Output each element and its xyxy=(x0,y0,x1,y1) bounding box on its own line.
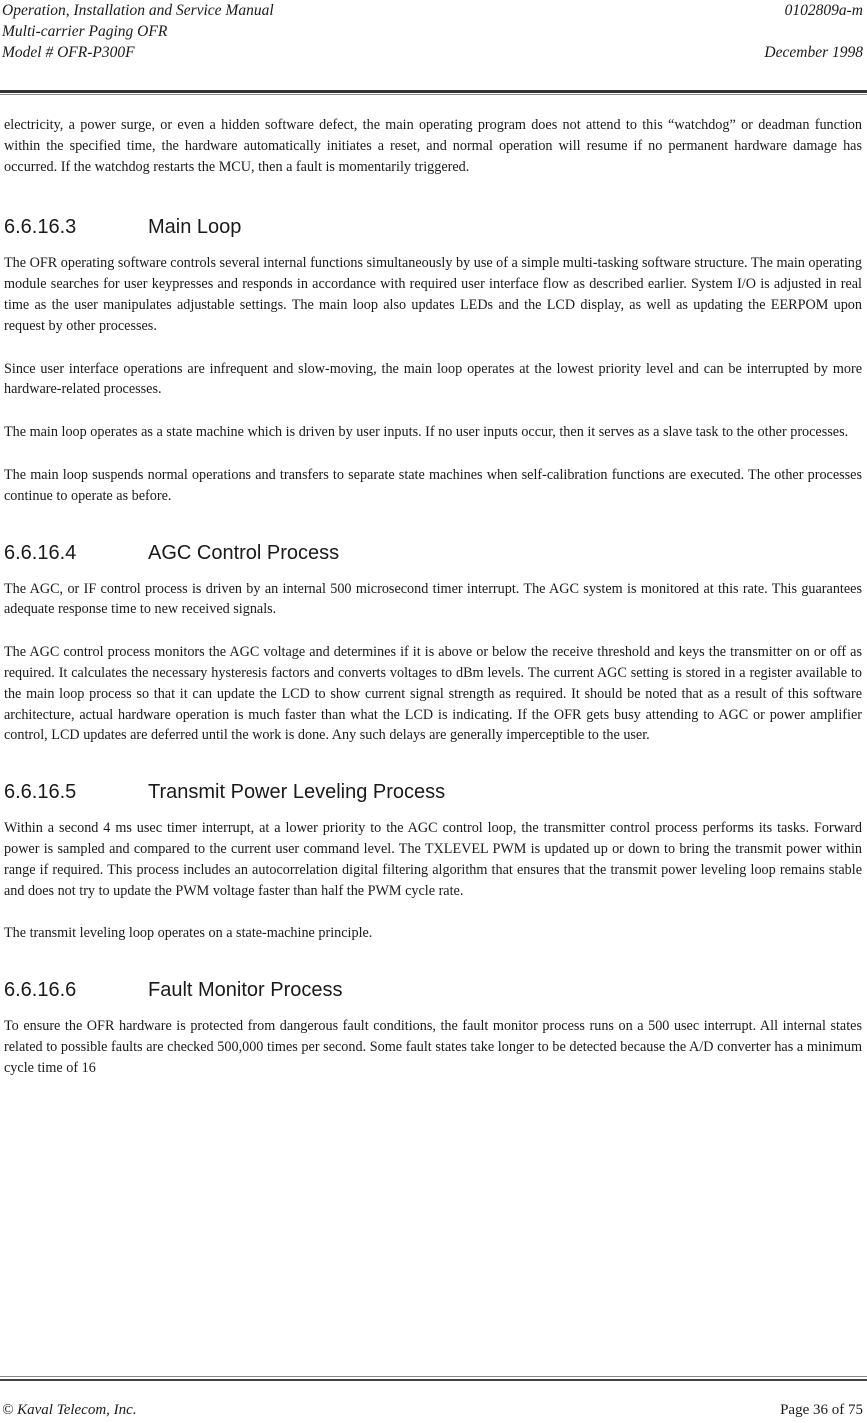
page-body xyxy=(4,115,862,1079)
section-title: Transmit Power Leveling Process xyxy=(148,781,446,804)
paragraph: Since user interface operations are infrequent and slow-moving, the main loop operates at the lowest priority level and can be interrupted by more hardware-related processes. xyxy=(4,360,862,398)
page-number: Page 36 of 75 xyxy=(780,1402,863,1418)
header-rule-thin xyxy=(0,94,867,95)
section-number: 6.6.16.3 xyxy=(4,216,77,239)
paragraph: To ensure the OFR hardware is protected from dangerous fault conditions, the fault monitor process runs on a 500 usec interrupt. All internal states related to possible faults are checked 500,000 times per second. Some fault states take longer to be detected because the A/D converter has a minimum cycle time of 16 xyxy=(4,1018,862,1076)
paragraph: The AGC control process monitors the AGC voltage and determines if it is above or below the receive threshold and keys the transmitter on or off as required. It calculates the necessary hysteresis factors and converts voltages to dBm levels. The current AGC setting is stored in a register available to the main loop process so that it can update the LCD to show current signal strength as required. It should be noted that as a result of this software architecture, actual hardware operation is much faster than what the LCD is indicating. If the OFR gets busy attending to AGC or power amplifier control, LCD updates are deferred until the work is done. Any such delays are generally imperceptible to the user. xyxy=(4,644,862,744)
header-product-name: Multi-carrier Paging OFR xyxy=(2,23,168,40)
running-header-right xyxy=(764,0,863,63)
footer-rule-thin xyxy=(0,1376,867,1377)
paragraph: Within a second 4 ms usec timer interrupt, at a lower priority to the AGC control loop, the transmitter control process performs its tasks. Forward power is sampled and compared to the current user command level. The TXLEVEL PWM is updated up or down to bring the transmit power within range if required. This process includes an autocorrelation digital filtering algorithm that ensures that the transmit power leveling loop remains stable and does not try to update the PWM voltage faster than half the PWM cycle rate. xyxy=(4,820,862,899)
section-heading-transmit-power xyxy=(4,780,862,804)
running-header-left xyxy=(2,0,274,63)
section-title: Fault Monitor Process xyxy=(148,979,343,1002)
header-rule xyxy=(0,90,867,93)
section-title: AGC Control Process xyxy=(148,541,340,564)
section-number: 6.6.16.6 xyxy=(4,979,77,1002)
header-doc-number: 0102809a-m xyxy=(784,2,863,19)
section-number: 6.6.16.5 xyxy=(4,781,77,804)
paragraph: The main loop operates as a state machine which is driven by user inputs. If no user inputs occur, then it serves as a slave task to the other processes. xyxy=(4,424,849,441)
header-manual-title: Operation, Installation and Service Manual xyxy=(2,2,274,19)
section-heading-fault-monitor xyxy=(4,978,862,1002)
section-heading-main-loop xyxy=(4,215,862,239)
paragraph: The OFR operating software controls several internal functions simultaneously by use of a simple multi-tasking software structure. The main operating module searches for user keypresses and responds in accordance with required user interface flow as described earlier. System I/O is adjusted in real time as the user manipulates adjustable settings. The main loop also updates LEDs and the LCD display, as well as updating the EERPOM upon request by other processes. xyxy=(4,255,862,334)
paragraph: The main loop suspends normal operations and transfers to separate state machines when self-calibration functions are executed. The other processes continue to operate as before. xyxy=(4,466,862,504)
footer-rule xyxy=(0,1379,867,1381)
header-date: December 1998 xyxy=(764,44,863,61)
footer-copyright: © Kaval Telecom, Inc. xyxy=(2,1402,137,1418)
section-title: Main Loop xyxy=(148,216,242,239)
paragraph: The transmit leveling loop operates on a state-machine principle. xyxy=(4,925,373,942)
section-number: 6.6.16.4 xyxy=(4,541,77,564)
paragraph: The AGC, or IF control process is driven by an internal 500 microsecond timer interrupt. The AGC system is monitored at this rate. This guarantees adequate response time to new received signals. xyxy=(4,580,862,618)
section-heading-agc-control xyxy=(4,541,862,565)
header-model-number: Model # OFR-P300F xyxy=(2,44,135,61)
intro-paragraph: electricity, a power surge, or even a hidden software defect, the main operating program does not attend to this “watchdog” or deadman function within the specified time, the hardware automatically initiates a reset, and normal operation will resume if no permanent hardware damage has occurred. If the watchdog restarts the MCU, then a fault is momentarily triggered. xyxy=(4,117,862,175)
